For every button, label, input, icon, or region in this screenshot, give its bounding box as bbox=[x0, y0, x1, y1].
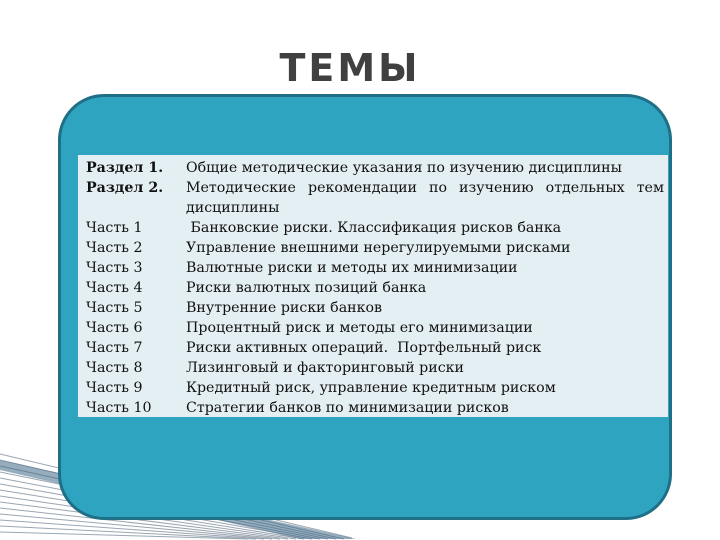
row-label: Часть 10 bbox=[86, 400, 152, 416]
row-label: Часть 9 bbox=[86, 380, 143, 396]
table-row bbox=[86, 218, 664, 238]
row-text: Кредитный риск, управление кредитным риском bbox=[186, 380, 556, 396]
row-text: Управление внешними нерегулируемыми рисками bbox=[186, 240, 571, 256]
table-row bbox=[86, 158, 664, 178]
row-label: Часть 1 bbox=[86, 220, 143, 236]
row-label: Раздел 2. bbox=[86, 180, 164, 196]
table-row bbox=[86, 338, 664, 358]
row-text: Стратегии банков по минимизации рисков bbox=[186, 400, 509, 416]
slide-title: ТЕМЫ bbox=[279, 46, 421, 90]
row-text: Банковские риски. Классификация рисков банка bbox=[186, 220, 562, 236]
row-label: Часть 5 bbox=[86, 300, 143, 316]
row-text: Внутренние риски банков bbox=[186, 300, 382, 316]
row-text: Методические рекомендации по изучению отдельных тем дисциплины bbox=[186, 180, 664, 216]
table-row bbox=[86, 298, 664, 318]
topics-table-box bbox=[78, 155, 668, 417]
row-text: Лизинговый и факторинговый риски bbox=[186, 360, 464, 376]
row-text: Риски активных операций. Портфельный риск bbox=[186, 340, 542, 356]
topics-table bbox=[86, 158, 664, 418]
row-label: Часть 2 bbox=[86, 240, 143, 256]
row-label: Часть 4 bbox=[86, 280, 143, 296]
row-text: Риски валютных позиций банка bbox=[186, 280, 427, 296]
table-row bbox=[86, 258, 664, 278]
row-text: Процентный риск и методы его минимизации bbox=[186, 320, 533, 336]
table-row bbox=[86, 398, 664, 418]
row-text: Общие методические указания по изучению дисциплины bbox=[186, 160, 622, 176]
row-text: Валютные риски и методы их минимизации bbox=[186, 260, 518, 276]
table-row bbox=[86, 318, 664, 338]
table-row bbox=[86, 278, 664, 298]
table-row bbox=[86, 238, 664, 258]
row-label: Часть 6 bbox=[86, 320, 143, 336]
table-row bbox=[86, 378, 664, 398]
row-label: Часть 8 bbox=[86, 360, 143, 376]
row-label: Часть 7 bbox=[86, 340, 143, 356]
row-label: Раздел 1. bbox=[86, 160, 164, 176]
table-row bbox=[86, 358, 664, 378]
table-row bbox=[86, 178, 664, 218]
row-label: Часть 3 bbox=[86, 260, 143, 276]
